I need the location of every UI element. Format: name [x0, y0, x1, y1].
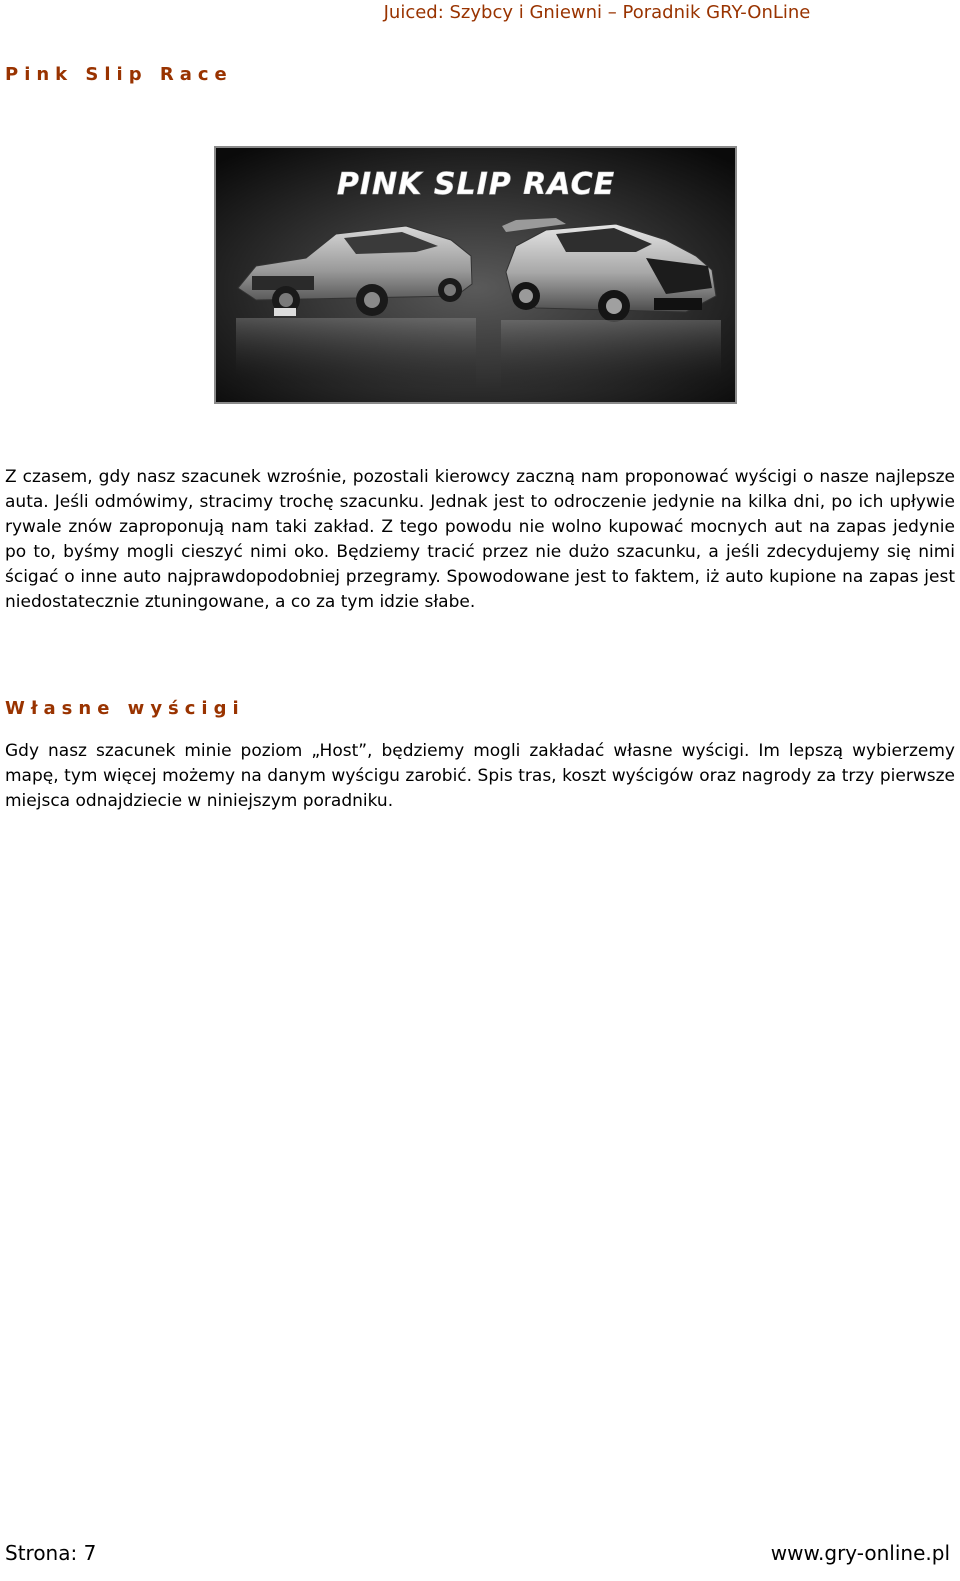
header-separator: – — [607, 2, 617, 23]
section-heading-pink-slip-race: Pink Slip Race — [5, 64, 233, 85]
section-paragraph-pink-slip-race: Z czasem, gdy nasz szacunek wzrośnie, pozostali kierowcy zaczną nam proponować wyścigi o nasze najlepsze auta. Jeśli odmówimy, stracimy trochę szacunku. Jednak jest to odroczenie jedynie na kilka dni, po ich upływie rywale znów zaproponują nam taki zakład. Z tego powodu nie wolno kupować mocnych aut na zapas jedynie po to, byśmy mogli cieszyć nimi oko. Będziemy tracić przez nie dużo szacunku, a jeśli zdecydujemy się nimi ścigać o inne auto najprawdopodobniej przegramy. Spowodowane jest to faktem, iż auto kupione na zapas jest niedostatecznie ztuningowane, a co za tym idzie słabe. — [5, 467, 955, 612]
image-title-text: PINK SLIP RACE — [336, 167, 616, 202]
section-heading-own-races: Własne wyścigi — [5, 698, 245, 719]
website-link[interactable]: www.gry-online.pl — [770, 1541, 950, 1565]
pink-slip-race-illustration — [216, 148, 735, 402]
header-subtitle: Poradnik GRY-OnLine — [622, 2, 811, 23]
section-paragraph-own-races: Gdy nasz szacunek minie poziom „Host”, będziemy mogli zakładać własne wyścigi. Im lepszą wybierzemy mapę, tym więcej możemy na danym wyścigu zarobić. Spis tras, koszt wyścigów oraz nagrody za trzy pierwsze miejsca odnajdziecie w niniejszym poradniku. — [5, 741, 955, 811]
pink-slip-race-image — [214, 146, 737, 404]
page-header — [117, 1, 960, 25]
page-number: Strona: 7 — [5, 1541, 97, 1565]
header-title: Juiced: Szybcy i Gniewni — [383, 2, 603, 23]
